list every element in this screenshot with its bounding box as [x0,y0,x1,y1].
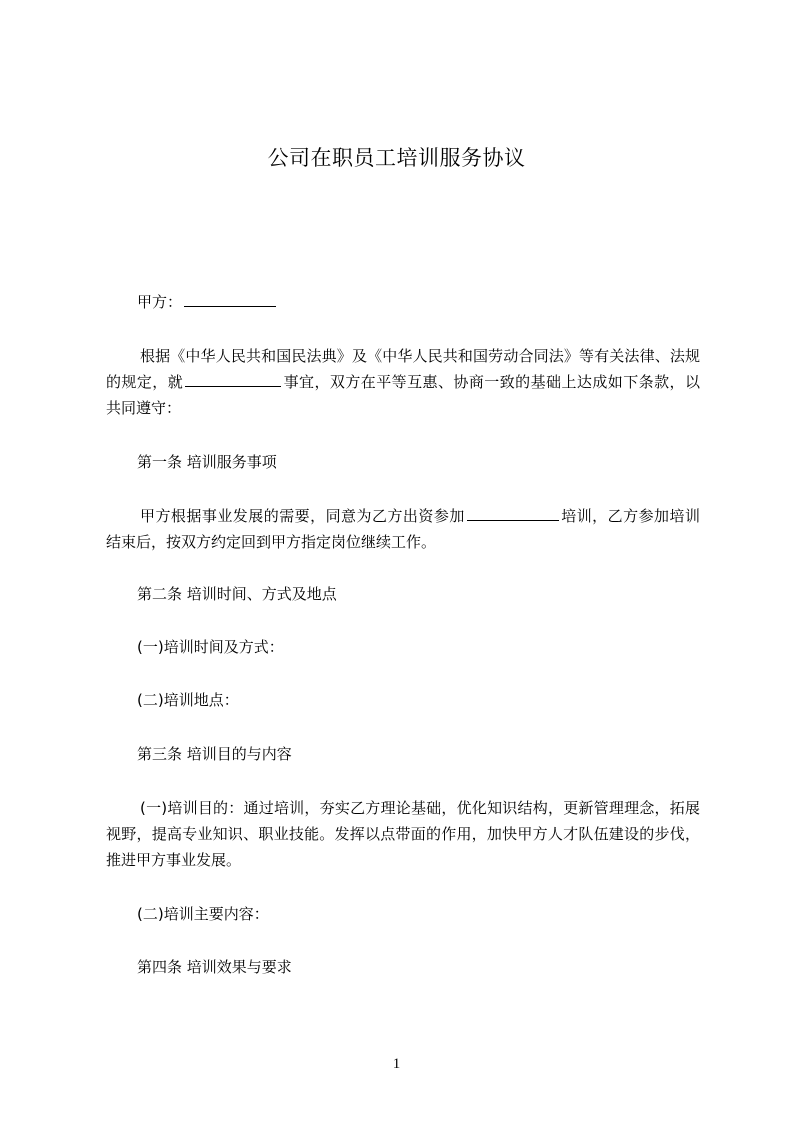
intro-text-part1: 根据《中华人民共和国民法典》及《中华人民共和国劳动合同法》等有关法律、法规的规定，就 [106,347,700,391]
article-2-item-1: (一)培训时间及方式： [137,638,284,656]
intro-paragraph [106,343,700,421]
article-3-item-1: (一)培训目的：通过培训，夯实乙方理论基础，优化知识结构，更新管理理念，拓展视野，提高专业知识、职业技能。发挥以点带面的作用，加快甲方人才队伍建设的步伐，推进甲方事业发展。 [106,799,700,869]
article-3-item-2: (二)培训主要内容： [137,905,269,923]
article-1-text-part2: 培训，乙方参加培训结束后，按双方约定回到甲方指定岗位继续工作。 [106,507,700,551]
page-number: 1 [392,1056,401,1072]
article-1-body [106,503,700,555]
article-3-heading: 第三条 培训目的与内容 [137,745,292,763]
party-a-blank [184,291,276,307]
party-a-label: 甲方： [137,293,183,311]
article-2-item-2: (二)培训地点： [137,691,239,709]
article-1-blank [467,505,559,521]
intro-text-part2: 事宜，双方在平等互惠、协商一致的基础上达成如下条款，以共同遵守： [106,373,700,417]
article-4-heading: 第四条 培训效果与要求 [137,958,292,976]
intro-blank [185,371,281,387]
party-a-line [137,291,278,312]
article-2-heading: 第二条 培训时间、方式及地点 [137,585,337,603]
article-1-heading: 第一条 培训服务事项 [137,453,277,471]
article-1-text-part1: 甲方根据事业发展的需要，同意为乙方出资参加 [140,507,465,525]
document-title: 公司在职员工培训服务协议 [267,146,526,170]
